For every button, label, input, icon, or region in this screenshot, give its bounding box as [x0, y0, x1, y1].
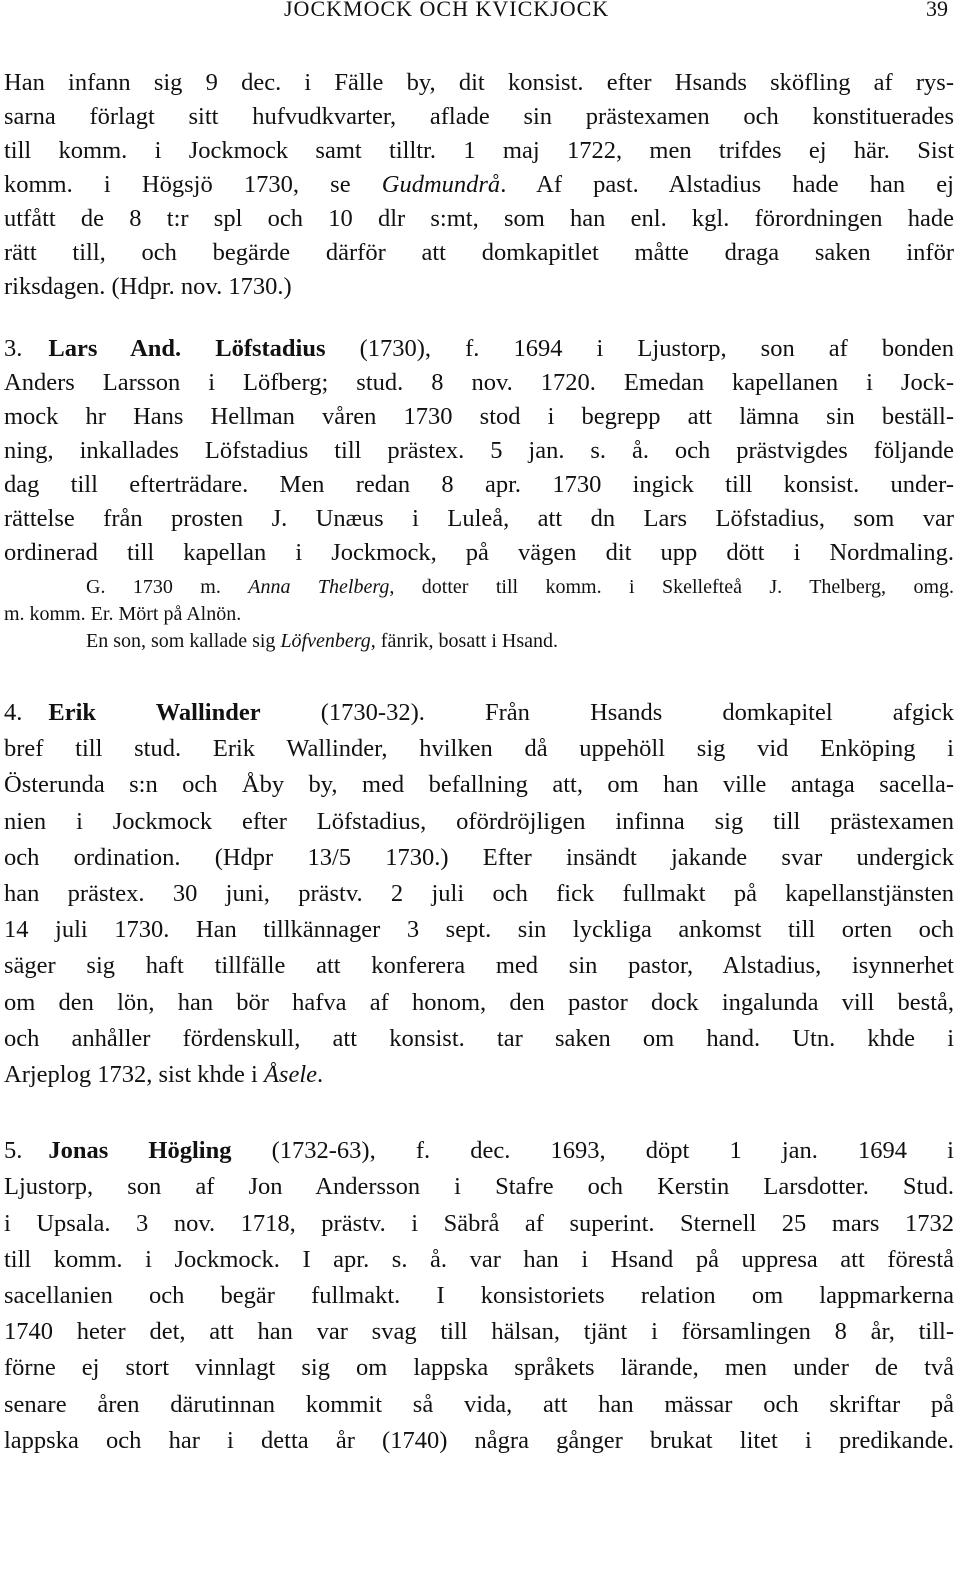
place-name-italic: Åsele: [263, 1061, 318, 1089]
running-title: JOCKMOCK OCH KVICKJOCK: [284, 0, 610, 21]
entry-heading: [4, 1133, 954, 1169]
family-note: [4, 574, 954, 601]
text-line: i Upsala. 3 nov. 1718, prästv. i Säbrå af superint. Sternell 25 mars 1732: [4, 1209, 954, 1237]
text-line: om den lön, han bör hafva af honom, den pastor dock ingalunda vill bestå,: [4, 988, 954, 1016]
text-line: ning, inkallades Löfstadius till prästex. 5 jan. s. å. och prästvigdes följande: [4, 437, 954, 464]
text-line: [4, 1057, 954, 1093]
entry-number: 4.: [4, 699, 23, 726]
entry-5: [4, 1133, 954, 1459]
text-line: 1740 heter det, att han var svag till hälsan, tjänt i församlingen 8 år, till-: [4, 1318, 954, 1346]
text-line: Ljustorp, son af Jon Andersson i Stafre och Kerstin Larsdotter. Stud.: [4, 1173, 954, 1201]
entry-number: 3.: [4, 335, 23, 362]
entry-3: [4, 332, 954, 655]
entry-years: (1732-63), f. dec. 1693, döpt 1 jan. 1694 i: [271, 1137, 954, 1165]
text-span: . Af past. Alstadius hade han ej: [500, 171, 954, 198]
text-line: bref till stud. Erik Wallinder, hvilken då uppehöll sig vid Enköping i: [4, 735, 954, 763]
text-span: , dotter till komm. i Skellefteå J. Thelberg, omg.: [389, 576, 954, 598]
son-name: Löfvenberg: [280, 630, 371, 652]
page-body: [4, 66, 954, 1459]
entry-years: (1730), f. 1694 i Ljustorp, son af bonden: [359, 335, 954, 362]
entry-heading: [4, 695, 954, 731]
text-line: 14 juli 1730. Han tillkännager 3 sept. sin lyckliga ankomst till orten och: [4, 916, 954, 944]
entry-number: 5.: [4, 1137, 23, 1165]
entry-person-name: Lars And. Löfstadius: [48, 335, 326, 362]
text-span: komm. i Högsjö 1730, se: [4, 171, 382, 198]
text-line: senare åren därutinnan kommit så vida, att han mässar och skriftar på: [4, 1390, 954, 1418]
spouse-name: Anna Thelberg: [248, 576, 390, 598]
text-span: , fänrik, bosatt i Hsand.: [370, 630, 558, 652]
text-span: .: [317, 1061, 324, 1089]
text-line: till komm. i Jockmock samt tilltr. 1 maj 1722, men trifdes ej här. Sist: [4, 137, 954, 164]
text-line: [4, 168, 954, 202]
entry-person-name: Jonas Högling: [48, 1137, 232, 1165]
entry-previous: [4, 66, 954, 304]
text-line: sacellanien och begär fullmakt. I konsistoriets relation om lappmarkerna: [4, 1282, 954, 1310]
entry-years: (1730-32). Från Hsands domkapitel afgick: [320, 699, 955, 726]
text-line: Anders Larsson i Löfberg; stud. 8 nov. 1720. Emedan kapellanen i Jock-: [4, 369, 954, 396]
text-line: rättelse från prosten J. Unæus i Luleå, att dn Lars Löfstadius, som var: [4, 505, 954, 532]
running-header: [0, 0, 960, 26]
text-line: dag till efterträdare. Men redan 8 apr. 1730 ingick till konsist. under-: [4, 471, 954, 498]
text-line: han prästex. 30 juni, prästv. 2 juli och fick fullmakt på kapellanstjänsten: [4, 880, 954, 908]
text-line: rätt till, och begärde därför att domkapitlet måtte draga saken inför: [4, 239, 954, 266]
son-line: [4, 628, 954, 655]
text-line: och anhåller fördenskull, att konsist. tar saken om hand. Utn. khde i: [4, 1024, 954, 1052]
text-line: utfått de 8 t:r spl och 10 dlr s:mt, som han enl. kgl. förordningen hade: [4, 205, 954, 232]
text-line: Österunda s:n och Åby by, med befallning att, om han ville antaga sacella-: [4, 771, 954, 799]
text-span: Arjeplog 1732, sist khde i: [4, 1061, 264, 1089]
page-number: 39: [926, 0, 948, 21]
text-line: sarna förlagt sitt hufvudkvarter, aflade sin prästexamen och konstituerades: [4, 103, 954, 130]
text-line: säger sig haft tillfälle att konferera med sin pastor, Alstadius, isynnerhet: [4, 952, 954, 980]
text-line: förne ej stort vinnlagt sig om lappska språkets lärande, men under de två: [4, 1354, 954, 1382]
text-line: ordinerad till kapellan i Jockmock, på vägen dit upp dött i Nordmaling.: [4, 539, 954, 566]
text-line: riksdagen. (Hdpr. nov. 1730.): [4, 273, 292, 300]
text-line: till komm. i Jockmock. I apr. s. å. var han i Hsand på uppresa att förestå: [4, 1245, 954, 1273]
entry-4: [4, 695, 954, 1093]
entry-person-name: Erik Wallinder: [48, 699, 261, 726]
text-line: nien i Jockmock efter Löfstadius, ofördröjligen infinna sig till prästexamen: [4, 807, 954, 835]
text-line: och ordination. (Hdpr 13/5 1730.) Efter insändt jakande svar undergick: [4, 843, 954, 871]
text-line: Han infann sig 9 dec. i Fälle by, dit konsist. efter Hsands sköfling af rys-: [4, 69, 954, 96]
entry-heading: [4, 332, 954, 366]
text-span: En son, som kallade sig: [86, 630, 281, 652]
text-span: G. 1730 m.: [86, 576, 249, 598]
text-line: lappska och har i detta år (1740) några gånger brukat litet i predikande.: [4, 1426, 954, 1454]
marriage-line-2: m. komm. Er. Mört på Alnön.: [4, 603, 242, 625]
marriage-line: [86, 574, 954, 601]
place-name-italic: Gudmundrå: [381, 171, 501, 198]
text-line: mock hr Hans Hellman våren 1730 stod i begrepp att lämna sin beställ-: [4, 403, 954, 430]
